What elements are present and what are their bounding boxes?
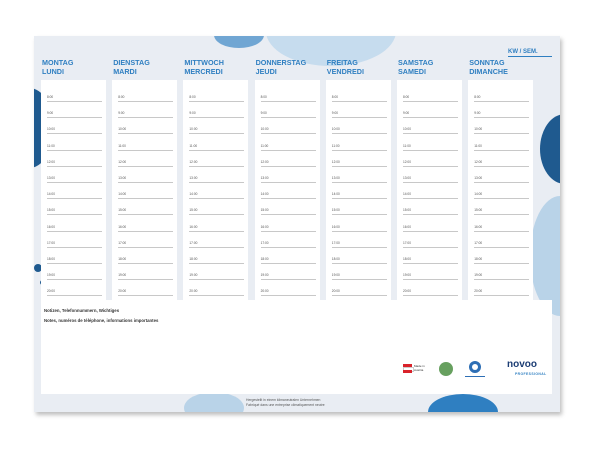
time-slot[interactable]	[474, 159, 529, 167]
time-slot[interactable]	[260, 143, 316, 151]
time-slot[interactable]	[474, 224, 529, 232]
time-slot[interactable]	[331, 95, 387, 102]
time-slot[interactable]	[118, 127, 173, 134]
time-slot[interactable]	[474, 176, 529, 183]
time-slot[interactable]	[331, 240, 387, 248]
green-seal-icon	[439, 362, 453, 376]
time-label: 18:00	[331, 257, 340, 261]
footer-line-fr: Fabriqué dans une entreprise climatiquement neutre	[246, 403, 325, 407]
time-label: 15:00	[189, 208, 198, 213]
time-label: 17:00	[474, 240, 483, 245]
novoo-tagline: PROFESSIONAL	[515, 372, 547, 376]
time-slot[interactable]	[47, 143, 102, 151]
time-slot[interactable]	[331, 224, 387, 232]
time-label: 18:00	[474, 257, 483, 261]
time-label: 12:00	[260, 159, 269, 164]
time-label: 8:00	[118, 95, 125, 99]
time-label: 19:00	[474, 273, 483, 278]
time-label: 14:00	[260, 192, 269, 197]
time-slot[interactable]	[403, 208, 458, 215]
time-slot[interactable]	[189, 224, 244, 232]
day-header-donnerstag	[256, 59, 324, 76]
day-name-fr: JEUDI	[255, 66, 277, 76]
day-header-freitag	[327, 59, 395, 76]
day-name-fr: SAMEDI	[398, 66, 426, 76]
time-label: 8:00	[474, 95, 481, 99]
time-label: 10:00	[403, 127, 411, 132]
time-label: 11:00	[118, 143, 126, 148]
time-slot[interactable]	[260, 192, 316, 199]
decor-circle-bottom	[428, 394, 498, 412]
time-label: 12:00	[47, 159, 55, 164]
time-slot[interactable]	[331, 143, 387, 151]
time-label: 20:00	[47, 289, 55, 294]
time-slot[interactable]	[403, 257, 458, 264]
time-slot[interactable]	[331, 192, 387, 199]
time-slot[interactable]	[260, 257, 316, 264]
time-slot[interactable]	[474, 273, 529, 280]
time-slot[interactable]	[47, 192, 102, 199]
time-label: 10:00	[189, 127, 198, 132]
time-label: 10:00	[474, 127, 483, 132]
time-slot[interactable]	[189, 192, 244, 199]
time-label: 15:00	[474, 208, 483, 213]
time-label: 12:00	[118, 159, 127, 164]
time-slot[interactable]	[403, 143, 458, 151]
day-name-fr: DIMANCHE	[469, 66, 508, 76]
time-slot[interactable]	[260, 240, 316, 248]
time-label: 8:00	[403, 95, 410, 99]
day-column[interactable]	[468, 80, 533, 330]
time-slot[interactable]	[331, 208, 387, 215]
time-label: 10:00	[118, 127, 127, 132]
time-label: 17:00	[331, 240, 340, 245]
time-label: 16:00	[331, 224, 340, 229]
time-slot[interactable]	[260, 208, 316, 215]
time-label: 14:00	[474, 192, 483, 197]
footer-line-de: Hergestellt in einem klimaneutralen Unternehmen	[246, 398, 321, 402]
time-label: 19:00	[118, 273, 127, 278]
day-name-de: MONTAG	[42, 58, 74, 67]
time-slot[interactable]	[260, 159, 316, 167]
day-name-fr: LUNDI	[42, 66, 64, 76]
time-label: 15:00	[403, 208, 411, 213]
time-slot[interactable]	[403, 224, 458, 232]
day-name-de: FREITAG	[326, 58, 358, 67]
time-slot[interactable]	[47, 240, 102, 248]
time-slot[interactable]	[474, 192, 529, 199]
time-label: 20:00	[403, 289, 411, 294]
time-label: 16:00	[47, 224, 55, 229]
time-label: 9:00	[260, 111, 267, 116]
time-label: 11:00	[260, 143, 269, 148]
time-slot[interactable]	[47, 159, 102, 167]
time-label: 15:00	[331, 208, 340, 213]
day-name-de: SAMSTAG	[398, 58, 434, 67]
time-slot[interactable]	[189, 176, 244, 183]
time-label: 9:00	[403, 111, 410, 116]
time-slot[interactable]	[331, 176, 387, 183]
time-label: 8:00	[260, 95, 267, 99]
time-label: 12:00	[474, 159, 483, 164]
day-column[interactable]	[397, 80, 462, 330]
time-slot[interactable]	[47, 176, 102, 183]
time-slot[interactable]	[260, 127, 316, 134]
time-label: 11:00	[47, 143, 55, 148]
day-name-fr: VENDREDI	[326, 66, 364, 76]
time-slot[interactable]	[403, 95, 458, 102]
time-label: 17:00	[403, 240, 411, 245]
time-slot[interactable]	[189, 240, 244, 248]
footer-text	[246, 398, 366, 408]
time-slot[interactable]	[331, 127, 387, 134]
time-slot[interactable]	[47, 208, 102, 215]
day-name-de: DIENSTAG	[113, 58, 150, 67]
time-label: 20:00	[189, 289, 198, 294]
time-slot[interactable]	[189, 111, 244, 118]
time-slot[interactable]	[331, 273, 387, 280]
week-number-label: KW / SEM.	[508, 49, 538, 55]
time-slot[interactable]	[118, 289, 173, 296]
time-label: 8:00	[189, 95, 196, 99]
time-label: 17:00	[47, 240, 55, 245]
time-slot[interactable]	[331, 257, 387, 264]
time-label: 12:00	[189, 159, 198, 164]
time-slot[interactable]	[189, 273, 244, 280]
time-slot[interactable]	[118, 208, 173, 215]
made-in-austria-text: Made in Austria	[414, 364, 425, 372]
time-slot[interactable]	[403, 289, 458, 296]
time-slot[interactable]	[474, 240, 529, 248]
time-slot[interactable]	[403, 176, 458, 183]
time-slot[interactable]	[118, 273, 173, 280]
eco-label-icon	[469, 361, 481, 373]
time-slot[interactable]	[331, 159, 387, 167]
notes-area[interactable]	[41, 300, 552, 394]
time-slot[interactable]	[260, 289, 316, 296]
time-label: 17:00	[260, 240, 269, 245]
time-label: 18:00	[118, 257, 127, 261]
time-slot[interactable]	[474, 289, 529, 296]
weekly-planner-sheet	[34, 36, 560, 412]
time-slot[interactable]	[47, 95, 102, 102]
time-slot[interactable]	[403, 273, 458, 280]
time-slot[interactable]	[47, 224, 102, 232]
day-header-dienstag	[113, 59, 181, 76]
time-slot[interactable]	[118, 111, 173, 118]
time-label: 15:00	[260, 208, 269, 213]
time-slot[interactable]	[403, 159, 458, 167]
time-label: 14:00	[331, 192, 340, 197]
time-label: 10:00	[260, 127, 269, 132]
day-name-fr: MERCREDI	[184, 66, 223, 76]
time-slot[interactable]	[474, 143, 529, 151]
day-name-de: MITTWOCH	[184, 58, 224, 67]
time-slot[interactable]	[403, 240, 458, 248]
time-slot[interactable]	[47, 111, 102, 118]
time-slot[interactable]	[118, 240, 173, 248]
time-label: 14:00	[189, 192, 198, 197]
time-label: 10:00	[331, 127, 340, 132]
day-name-de: DONNERSTAG	[255, 58, 307, 67]
decor-circle-top-left	[214, 36, 264, 48]
novoo-logo: novoo	[507, 359, 537, 370]
decor-circle-right	[540, 114, 560, 184]
time-label: 13:00	[118, 176, 127, 180]
time-label: 13:00	[189, 176, 198, 180]
time-label: 8:00	[331, 95, 339, 99]
time-slot[interactable]	[403, 127, 458, 134]
day-name-fr: MARDI	[113, 66, 137, 76]
time-label: 15:00	[118, 208, 127, 213]
time-slot[interactable]	[118, 159, 173, 167]
time-label: 14:00	[118, 192, 127, 197]
time-label: 13:00	[331, 176, 340, 180]
time-slot[interactable]	[118, 257, 173, 264]
time-label: 16:00	[118, 224, 127, 229]
time-label: 9:00	[47, 111, 54, 116]
time-slot[interactable]	[47, 257, 102, 264]
time-label: 16:00	[474, 224, 483, 229]
time-label: 11:00	[189, 143, 198, 148]
time-label: 13:00	[474, 176, 483, 180]
time-label: 15:00	[47, 208, 55, 213]
day-column[interactable]	[112, 80, 177, 330]
time-slot[interactable]	[189, 208, 244, 215]
time-label: 14:00	[403, 192, 411, 197]
time-label: 16:00	[403, 224, 411, 229]
time-label: 18:00	[260, 257, 269, 261]
time-slot[interactable]	[474, 95, 529, 102]
eco-label-line	[465, 376, 485, 377]
time-slot[interactable]	[47, 273, 102, 280]
time-slot[interactable]	[189, 95, 244, 102]
time-label: 11:00	[331, 143, 340, 148]
decor-circle-bottom-left	[184, 392, 244, 412]
made-in-austria-badge	[403, 364, 427, 374]
time-slot[interactable]	[331, 289, 387, 296]
time-label: 10:00	[47, 127, 55, 132]
notes-label-de: Notizen, Telefonnummern, Wichtiges	[44, 308, 120, 313]
time-slot[interactable]	[474, 127, 529, 134]
time-label: 19:00	[47, 273, 55, 278]
time-label: 16:00	[189, 224, 198, 229]
time-slot[interactable]	[118, 143, 173, 151]
time-label: 9:00	[189, 111, 196, 116]
time-slot[interactable]	[189, 257, 244, 264]
time-label: 9:00	[118, 111, 125, 116]
decor-circle-right-light	[530, 196, 560, 316]
time-slot[interactable]	[403, 111, 458, 118]
time-label: 20:00	[260, 289, 269, 294]
time-slot[interactable]	[118, 224, 173, 232]
time-label: 13:00	[47, 176, 55, 180]
day-header-samstag	[398, 59, 466, 76]
time-slot[interactable]	[118, 176, 173, 183]
time-slot[interactable]	[260, 273, 316, 280]
time-label: 20:00	[331, 289, 340, 294]
time-label: 19:00	[260, 273, 269, 278]
day-column[interactable]	[41, 80, 106, 330]
time-label: 13:00	[403, 176, 411, 180]
time-slot[interactable]	[403, 192, 458, 199]
time-slot[interactable]	[260, 176, 316, 183]
time-slot[interactable]	[189, 289, 244, 296]
time-label: 19:00	[189, 273, 198, 278]
week-number-line[interactable]	[508, 56, 552, 57]
time-label: 17:00	[189, 240, 198, 245]
time-slot[interactable]	[260, 95, 316, 102]
time-label: 12:00	[403, 159, 411, 164]
time-label: 20:00	[118, 289, 127, 294]
time-label: 19:00	[403, 273, 411, 278]
day-header-sonntag	[469, 59, 537, 76]
time-slot[interactable]	[260, 111, 316, 118]
time-label: 11:00	[403, 143, 411, 148]
time-label: 18:00	[403, 257, 411, 261]
day-name-de: SONNTAG	[469, 58, 505, 67]
day-header-mittwoch	[184, 59, 252, 76]
time-label: 9:00	[474, 111, 481, 116]
day-column[interactable]	[255, 80, 320, 330]
time-slot[interactable]	[474, 208, 529, 215]
time-label: 16:00	[260, 224, 269, 229]
time-slot[interactable]	[118, 95, 173, 102]
time-label: 18:00	[189, 257, 198, 261]
time-slot[interactable]	[189, 143, 244, 151]
time-slot[interactable]	[118, 192, 173, 199]
time-label: 8:00	[47, 95, 54, 99]
time-slot[interactable]	[260, 224, 316, 232]
time-label: 17:00	[118, 240, 127, 245]
time-slot[interactable]	[47, 127, 102, 134]
time-label: 12:00	[331, 159, 340, 164]
time-label: 13:00	[260, 176, 269, 180]
day-column[interactable]	[326, 80, 391, 330]
time-label: 18:00	[47, 257, 55, 261]
time-slot[interactable]	[331, 111, 387, 118]
day-header-montag	[42, 59, 110, 76]
time-slot[interactable]	[474, 257, 529, 264]
time-slot[interactable]	[189, 127, 244, 134]
day-column[interactable]	[183, 80, 248, 330]
time-label: 11:00	[474, 143, 482, 148]
time-label: 14:00	[47, 192, 55, 197]
time-label: 9:00	[331, 111, 339, 116]
notes-label-fr: Notes, numéros de téléphone, informations importantes	[44, 318, 159, 323]
time-label: 19:00	[331, 273, 340, 278]
time-label: 20:00	[474, 289, 483, 294]
time-slot[interactable]	[474, 111, 529, 118]
time-slot[interactable]	[47, 289, 102, 296]
time-slot[interactable]	[189, 159, 244, 167]
